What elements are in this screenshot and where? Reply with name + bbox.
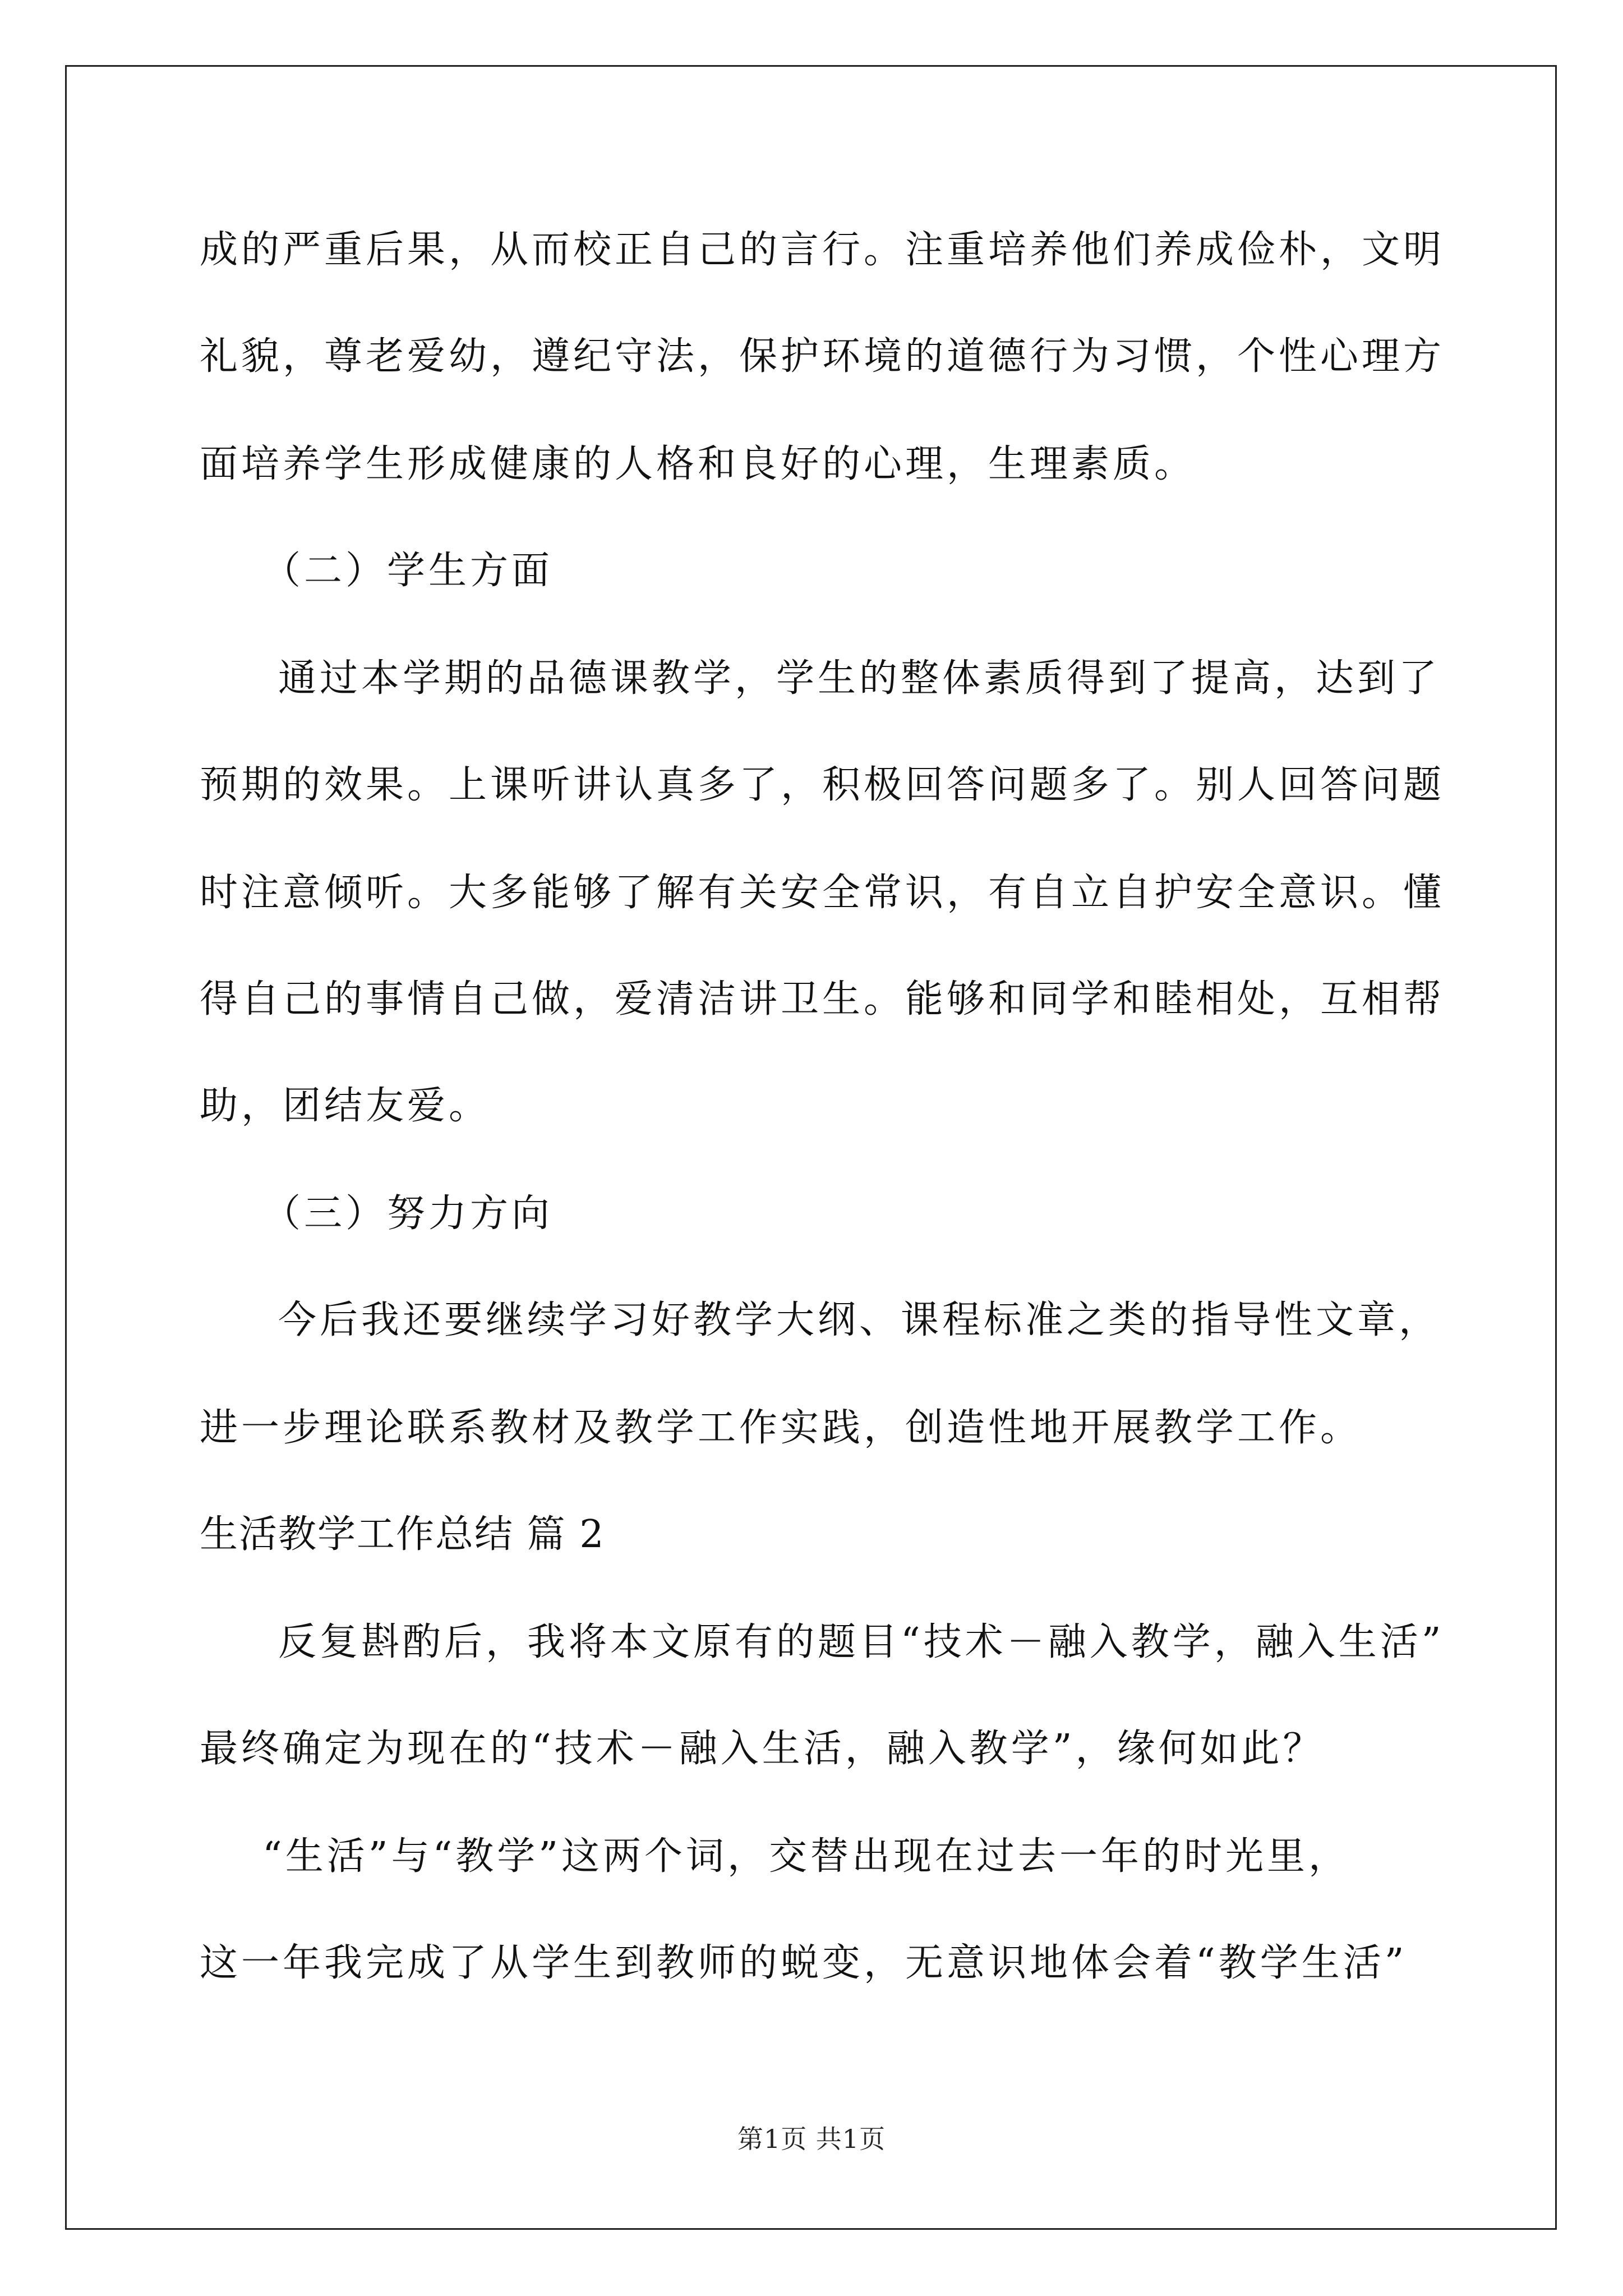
body-text-line: 成的严重后果，从而校正自己的言行。注重培养他们养成俭朴，文明	[200, 228, 1445, 272]
body-text-line: 预期的效果。上课听讲认真多了，积极回答问题多了。别人回答问题	[200, 763, 1445, 807]
section-subheading: （二）学生方面	[262, 549, 554, 593]
paragraph-first-line: 今后我还要继续学习好教学大纲、课程标准之类的指导性文章，	[278, 1298, 1441, 1342]
body-text-line: 面培养学生形成健康的人格和良好的心理，生理素质。	[200, 442, 1196, 486]
body-text-line: 最终确定为现在的“技术－融入生活，融入教学”，缘何如此？	[200, 1727, 1325, 1771]
paragraph-first-line: 反复斟酌后，我将本文原有的题目“技术－融入教学，融入生活”	[278, 1620, 1445, 1664]
page-footer: 第1页 共1页	[737, 2124, 886, 2154]
body-text-line: 助，团结友爱。	[200, 1084, 491, 1128]
page-border	[65, 65, 1557, 2230]
body-text-line: 时注意倾听。大多能够了解有关安全常识，有自立自护安全意识。懂	[200, 871, 1445, 915]
body-text-line: 进一步理论联系教材及教学工作实践，创造性地开展教学工作。	[200, 1406, 1362, 1450]
body-text-line: 礼貌，尊老爱幼，遵纪守法，保护环境的道德行为习惯，个性心理方	[200, 334, 1445, 379]
paragraph-first-line: “生活”与“教学”这两个词，交替出现在过去一年的时光里，	[262, 1834, 1350, 1879]
section-title: 生活教学工作总结 篇 2	[200, 1512, 605, 1557]
body-text-line: 这一年我完成了从学生到教师的蜕变，无意识地体会着“教学生活”	[200, 1941, 1408, 1985]
paragraph-first-line: 通过本学期的品德课教学，学生的整体素质得到了提高，达到了	[278, 656, 1441, 701]
section-subheading: （三）努力方向	[262, 1191, 554, 1236]
body-text-line: 得自己的事情自己做，爱清洁讲卫生。能够和同学和睦相处，互相帮	[200, 977, 1445, 1022]
